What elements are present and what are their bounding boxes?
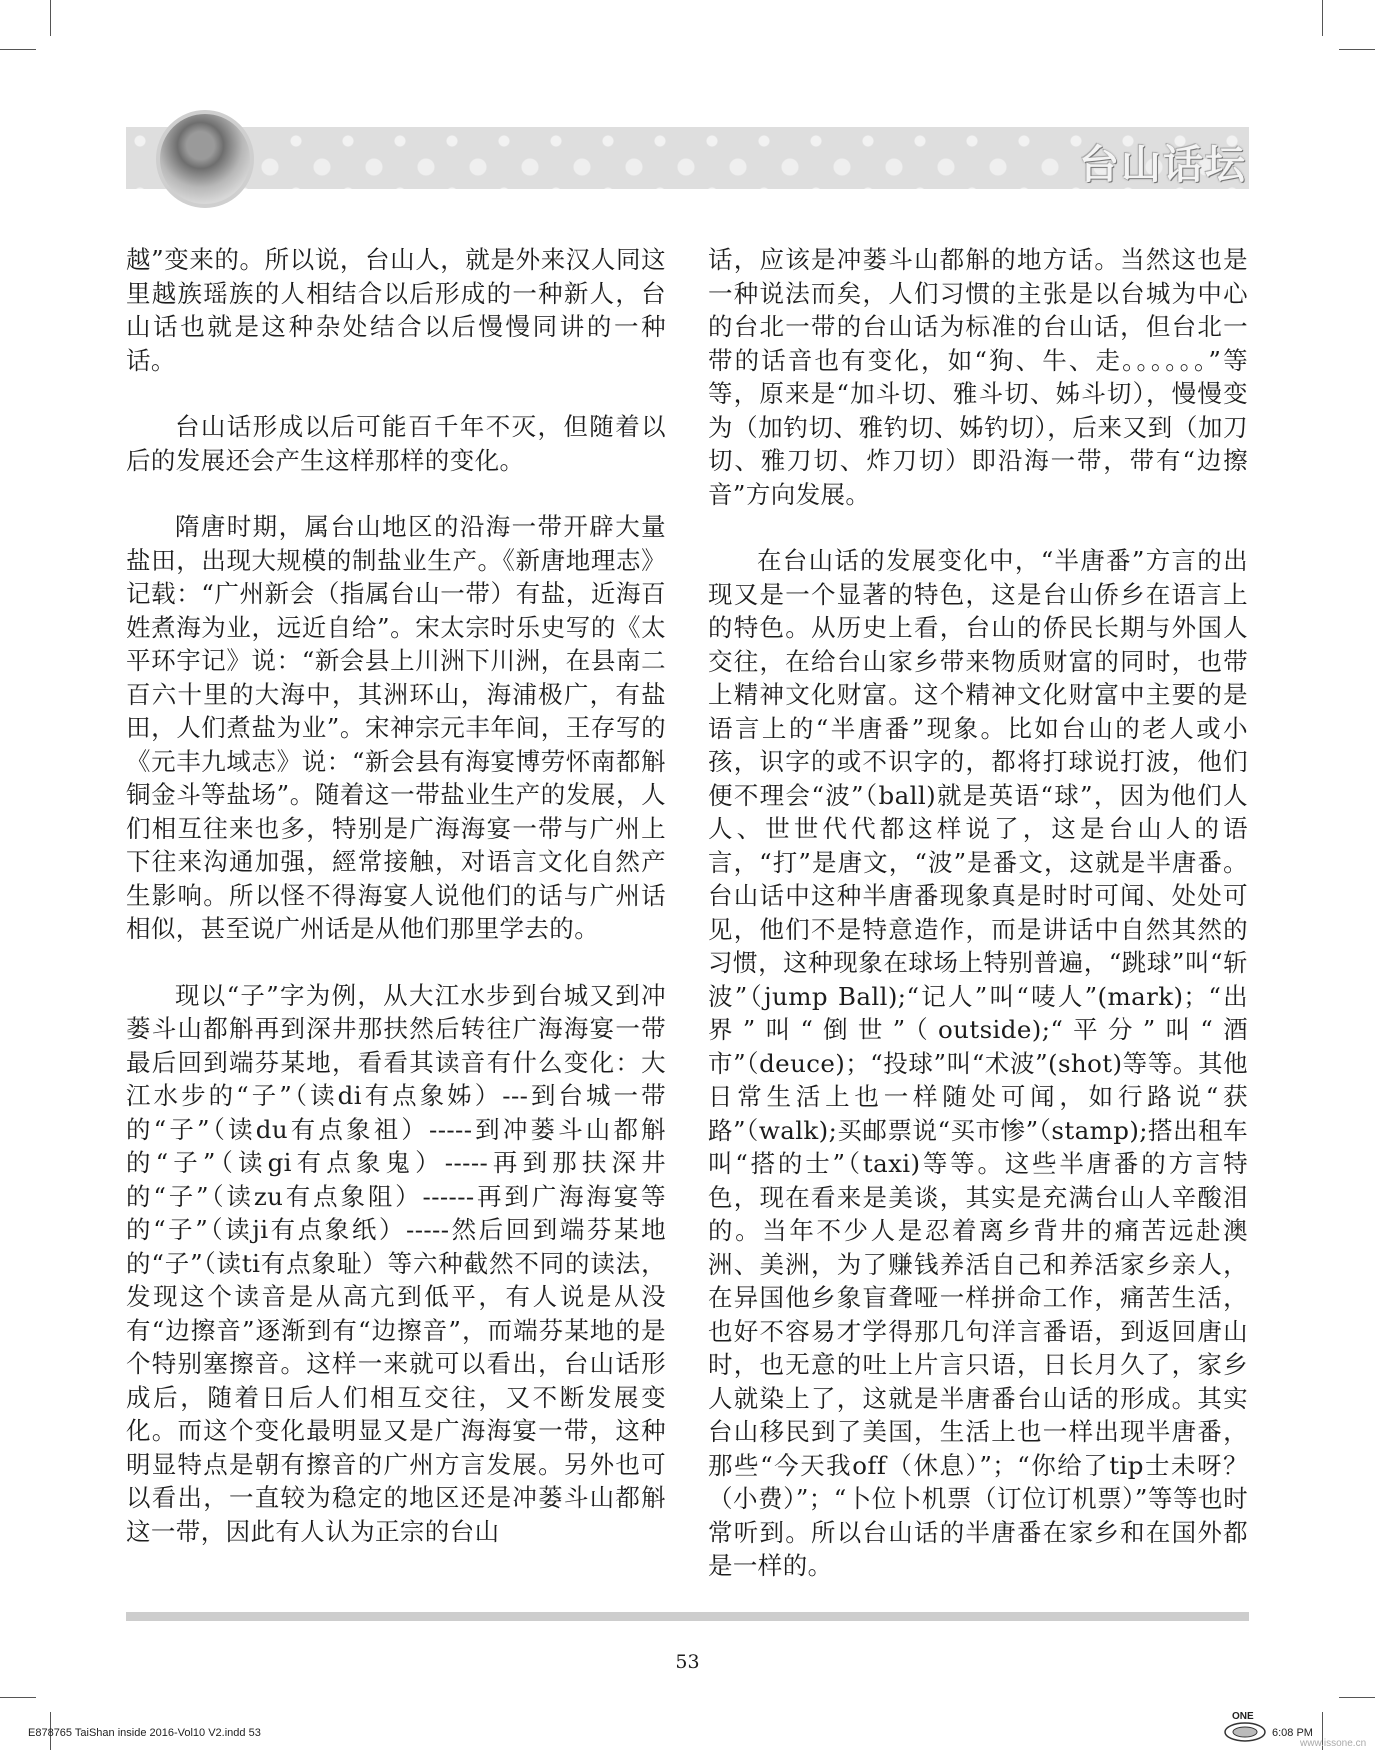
crop-mark-bottom-left-horizontal (0, 1697, 36, 1698)
crop-mark-bottom-right-horizontal (1339, 1697, 1375, 1698)
paragraph: 台山话形成以后可能百千年不灭，但随着以后的发展还会产生这样那样的变化。 (126, 412, 666, 475)
crop-mark-top-right-horizontal (1339, 49, 1375, 50)
footer-rule (126, 1612, 1249, 1621)
crop-mark-top-left-vertical (50, 0, 51, 36)
paragraph: 现以“子”字为例，从大江水步到台城又到冲蒌斗山都斛再到深井那扶然后转往广海海宴一带最后回到端芬某地，看看其读音有什么变化：大江水步的“子”（读di有点象姊）---到台城一带的“子”（读du有点象祖）-----到冲蒌斗山都斛的“子”（读gi有点象鬼）-----再到那扶深井的“子”（读zu有点象阻）------再到广海海宴等的“子”（读ji有点象纸）-----然后回到端芬某地的“子”（读ti有点象耻）等六种截然不同的读法，发现这个读音是从高亢到低平，有人说是从没有“边擦音”逐渐到有“边擦音”，而端芬某地的是个特别塞擦音。这样一来就可以看出，台山话形成后，随着日后人们相互交往，又不断发展变化。而这个变化最明显又是广海海宴一带，这种明显特点是朝有擦音的广州方言发展。另外也可以看出，一直较为稳定的地区还是冲蒌斗山都斛这一带，因此有人认为正宗的台山 (126, 980, 666, 1546)
section-title: 台山话坛 (1079, 142, 1247, 188)
right-text-column (708, 243, 1248, 1616)
paragraph: 隋唐时期，属台山地区的沿海一带开辟大量盐田，出现大规模的制盐业生产。《新唐地理志》记载：“广州新会（指属台山一带）有盐，近海百姓煮海为业，远近自给”。宋太宗时乐史写的《太平环宇记》说：“新会县上川洲下川洲，在县南二百六十里的大海中，其洲环山，海浦极广，有盐田，人们煮盐为业”。宋神宗元丰年间，王存写的《元丰九域志》说：“新会县有海宴博劳怀南都斛铜金斗等盐场”。随着这一带盐业生产的发展，人们相互往来也多，特别是广海海宴一带与广州上下往来沟通加强，經常接触，对语言文化自然产生影响。所以怪不得海宴人说他们的话与广州话相似，甚至说广州话是从他们那里学去的。 (126, 512, 666, 943)
paragraph: 在台山话的发展变化中，“半唐番”方言的出现又是一个显著的特色，这是台山侨乡在语言上的特色。从历史上看，台山的侨民长期与外国人交往，在给台山家乡带来物质财富的同时，也带上精神文化财富。这个精神文化财富中主要的是语言上的“半唐番”现象。比如台山的老人或小孩，识字的或不识字的，都将打球说打波，他们便不理会“波”（ball)就是英语“球”，因为他们人人、世世代代都这样说了，这是台山人的语言，“打”是唐文，“波”是番文，这就是半唐番。台山话中这种半唐番现象真是时时可闻、处处可见，他们不是特意造作，而是讲话中自然其然的习惯，这种现象在球场上特别普遍，“跳球”叫“斩波”（jump Ball);“记人”叫“唛人”(mark)；“出界”叫“倒世”（outside);“平分”叫“酒市”（deuce)；“投球”叫“术波”(shot)等等。其他日常生活上也一样随处可闻，如行路说“获路”（walk);买邮票说“买市惨”（stamp);搭出租车叫“搭的士”（taxi)等等。这些半唐番的方言特色，现在看来是美谈，其实是充满台山人辛酸泪的。当年不少人是忍着离乡背井的痛苦远赴澳洲、美洲，为了赚钱养活自己和养活家乡亲人，在异国他乡象盲聋哑一样拼命工作，痛苦生活，也好不容易才学得那几句洋言番语，到返回唐山时，也无意的吐上片言只语，日长月久了，家乡人就染上了，这就是半唐番台山话的形成。其实台山移民到了美国，生活上也一样出现半唐番，那些“今天我off（休息）”；“你给了tip士未呀？（小费）”；“卜位卜机票（订位订机票）”等等也时常听到。所以台山话的半唐番在家乡和在国外都是一样的。 (708, 546, 1248, 1580)
landscape-emblem-image (156, 110, 254, 208)
page-number: 53 (675, 1651, 700, 1673)
print-slug-time: 6:08 PM (1272, 1727, 1313, 1739)
crop-mark-top-right-vertical (1322, 0, 1323, 36)
print-slug-filename: E878765 TaiShan inside 2016-Vol10 V2.indd 53 (28, 1727, 261, 1739)
paragraph: 越”变来的。所以说，台山人，就是外来汉人同这里越族瑶族的人相结合以后形成的一种新人，台山话也就是这种杂处结合以后慢慢同讲的一种话。 (126, 245, 666, 375)
print-slug-watermark-url: www.issone.cn (1300, 1738, 1367, 1749)
left-text-column (126, 243, 666, 1581)
printer-logo-text: ONE (1232, 1711, 1254, 1722)
printer-logo-icon (1222, 1707, 1268, 1743)
paragraph: 话，应该是冲蒌斗山都斛的地方话。当然这也是一种说法而矣，人们习惯的主张是以台城为中心的台北一带的台山话为标准的台山话，但台北一带的话音也有变化，如“狗、牛、走。。。。。。”等等，原来是“加斗切、雅斗切、姊斗切），慢慢变为（加钓切、雅钓切、姊钓切），后来又到（加刀切、雅刀切、炸刀切）即沿海一带，带有“边擦音”方向发展。 (708, 245, 1248, 509)
crop-mark-top-left-horizontal (0, 49, 36, 50)
